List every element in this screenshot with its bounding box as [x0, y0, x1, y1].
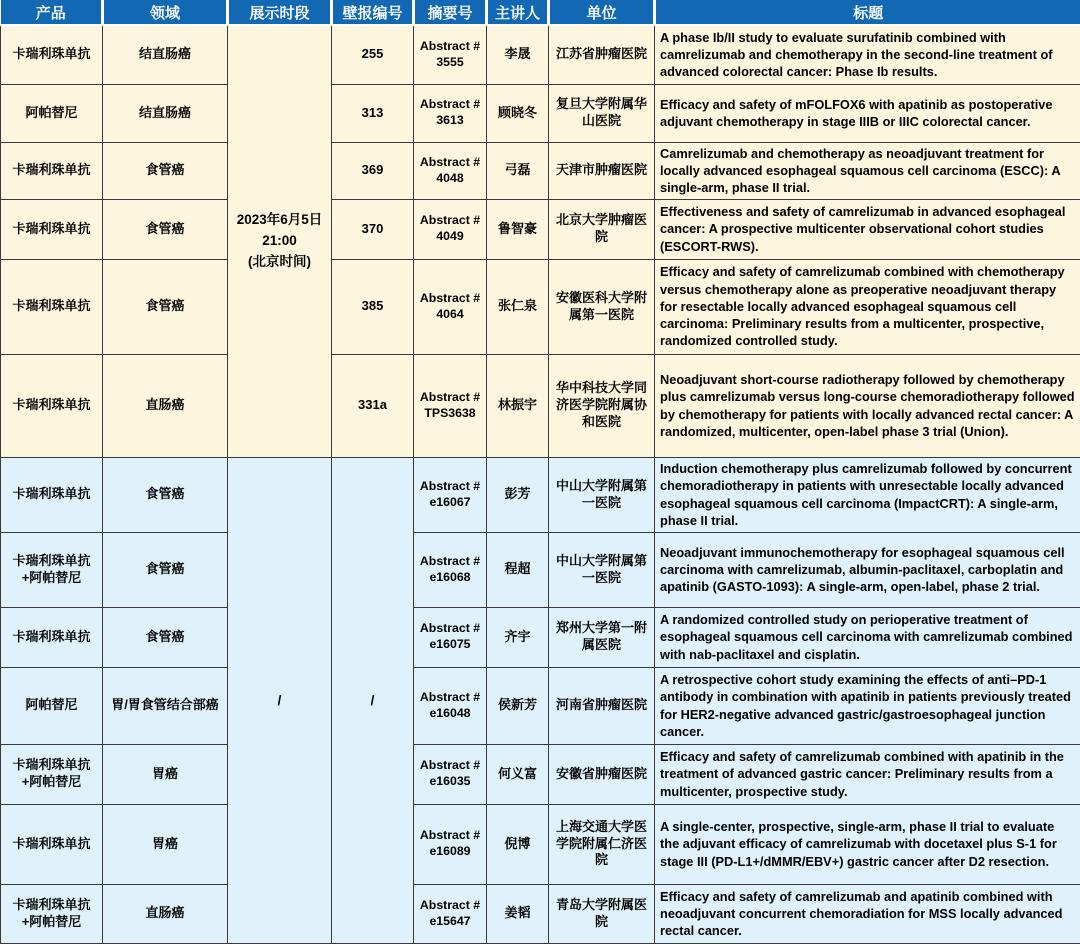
field-cell: 直肠癌: [103, 884, 228, 943]
title-cell: Effectiveness and safety of camrelizumab in advanced esophageal cancer: A prospective multicenter observational cohort studies (ESCORT-RWS).: [655, 199, 1080, 259]
speaker-cell: 李晟: [487, 25, 549, 84]
institution-cell: 青岛大学附属医院: [549, 884, 655, 943]
field-cell: 食管癌: [103, 259, 228, 354]
table-row: [1, 457, 1080, 532]
col-header-abstract-no: 摘要号: [414, 0, 487, 25]
table-row: [1, 142, 1080, 199]
field-cell: 结直肠癌: [103, 84, 228, 142]
abstract-no-cell: Abstract # 4048: [414, 142, 487, 199]
abstract-no-cell: Abstract # e16068: [414, 532, 487, 607]
title-cell: A single-center, prospective, single-arm, phase II trial to evaluate the adjuvant efficacy of camrelizumab with docetaxel plus S-1 for stage III (PD-L1+/dMMR/EBV+) gastric cancer after D2 resection.: [655, 804, 1080, 884]
speaker-cell: 何义富: [487, 744, 549, 804]
speaker-cell: 顾晓冬: [487, 84, 549, 142]
abstract-no-cell: Abstract # e15647: [414, 884, 487, 943]
institution-cell: 中山大学附属第一医院: [549, 457, 655, 532]
header-row: [1, 0, 1080, 25]
field-cell: 食管癌: [103, 532, 228, 607]
title-cell: A randomized controlled study on perioperative treatment of esophageal squamous cell carcinoma with camrelizumab combined with nab-paclitaxel and cisplatin.: [655, 607, 1080, 667]
title-cell: Efficacy and safety of mFOLFOX6 with apatinib as postoperative adjuvant chemotherapy in stage IIIB or IIIC colorectal cancer.: [655, 84, 1080, 142]
poster-no-cell: 331a: [332, 354, 414, 457]
speaker-cell: 姜韬: [487, 884, 549, 943]
institution-cell: 上海交通大学医学院附属仁济医院: [549, 804, 655, 884]
table-row: [1, 259, 1080, 354]
speaker-cell: 鲁智豪: [487, 199, 549, 259]
poster-no-cell: 370: [332, 199, 414, 259]
col-header-product: 产品: [1, 0, 103, 25]
time-date: 2023年6月5日: [236, 211, 323, 227]
speaker-cell: 程超: [487, 532, 549, 607]
institution-cell: 北京大学肿瘤医院: [549, 199, 655, 259]
field-cell: 食管癌: [103, 199, 228, 259]
product-cell: 阿帕替尼: [1, 84, 103, 142]
product-cell: 卡瑞利珠单抗: [1, 199, 103, 259]
speaker-cell: 齐宇: [487, 607, 549, 667]
timeslot-cell: /: [228, 457, 332, 943]
institution-cell: 天津市肿瘤医院: [549, 142, 655, 199]
title-cell: A retrospective cohort study examining the effects of anti–PD-1 antibody in combination with apatinib in patients previously treated for HER2-negative advanced gastric/gastroesophageal junction cancer.: [655, 667, 1080, 744]
col-header-poster-no: 壁报编号: [332, 0, 414, 25]
poster-no-cell: 369: [332, 142, 414, 199]
abstract-no-cell: Abstract # 3613: [414, 84, 487, 142]
product-cell: 阿帕替尼: [1, 667, 103, 744]
abstract-no-cell: Abstract # e16075: [414, 607, 487, 667]
field-cell: 食管癌: [103, 142, 228, 199]
title-cell: Camrelizumab and chemotherapy as neoadjuvant treatment for locally advanced esophageal squamous cell carcinoma (ESCC): A single-arm, phase II trial.: [655, 142, 1080, 199]
table-row: [1, 199, 1080, 259]
speaker-cell: 林振宇: [487, 354, 549, 457]
table-row: [1, 667, 1080, 744]
table-row: [1, 804, 1080, 884]
product-cell: 卡瑞利珠单抗+阿帕替尼: [1, 532, 103, 607]
title-cell: Induction chemotherapy plus camrelizumab followed by concurrent chemoradiotherapy in patients with unresectable locally advanced esophageal squamous cell carcinoma (ImpactCRT): A single-arm, phase II trial.: [655, 457, 1080, 532]
title-cell: Efficacy and safety of camrelizumab and apatinib combined with neoadjuvant concurrent chemoradiation for MSS locally advanced rectal cancer.: [655, 884, 1080, 943]
speaker-cell: 彭芳: [487, 457, 549, 532]
product-cell: 卡瑞利珠单抗: [1, 354, 103, 457]
abstract-no-cell: Abstract # e16089: [414, 804, 487, 884]
table-row: [1, 607, 1080, 667]
field-cell: 结直肠癌: [103, 25, 228, 84]
title-cell: A phase Ib/II study to evaluate surufatinib combined with camrelizumab and chemotherapy in the second-line treatment of advanced colorectal cancer: Phase Ib results.: [655, 25, 1080, 84]
product-cell: 卡瑞利珠单抗: [1, 25, 103, 84]
table-row: [1, 744, 1080, 804]
speaker-cell: 倪博: [487, 804, 549, 884]
field-cell: 胃/胃食管结合部癌: [103, 667, 228, 744]
poster-no-cell: 255: [332, 25, 414, 84]
col-header-speaker: 主讲人: [487, 0, 549, 25]
product-cell: 卡瑞利珠单抗: [1, 142, 103, 199]
abstract-no-cell: Abstract # 3555: [414, 25, 487, 84]
speaker-cell: 弓磊: [487, 142, 549, 199]
poster-no-cell: /: [332, 457, 414, 943]
product-cell: 卡瑞利珠单抗+阿帕替尼: [1, 884, 103, 943]
institution-cell: 河南省肿瘤医院: [549, 667, 655, 744]
title-cell: Efficacy and safety of camrelizumab combined with apatinib in the treatment of advanced gastric cancer: Preliminary results from a multicenter, prospective study.: [655, 744, 1080, 804]
speaker-cell: 张仁泉: [487, 259, 549, 354]
abstract-no-cell: Abstract # e16067: [414, 457, 487, 532]
product-cell: 卡瑞利珠单抗: [1, 607, 103, 667]
col-header-title: 标题: [655, 0, 1080, 25]
title-cell: Efficacy and safety of camrelizumab combined with chemotherapy versus chemotherapy alone as preoperative neoadjuvant therapy for resectable locally advanced esophageal squamous cell carcinoma: Preliminary results from a multicenter, prospective, randomized controlled study.: [655, 259, 1080, 354]
time-zone: (北京时间): [248, 253, 311, 269]
institution-cell: 华中科技大学同济医学院附属协和医院: [549, 354, 655, 457]
field-cell: 食管癌: [103, 457, 228, 532]
title-cell: Neoadjuvant short-course radiotherapy followed by chemotherapy plus camrelizumab versus long-course chemoradiotherapy followed by chemotherapy for patients with locally advanced rectal cancer: A randomized, multicenter, open-label phase 3 trial (Union).: [655, 354, 1080, 457]
abstract-no-cell: Abstract # TPS3638: [414, 354, 487, 457]
abstract-no-cell: Abstract # 4064: [414, 259, 487, 354]
abstract-no-cell: Abstract # e16035: [414, 744, 487, 804]
table-row: [1, 532, 1080, 607]
field-cell: 胃癌: [103, 744, 228, 804]
col-header-field: 领域: [103, 0, 228, 25]
table-row: [1, 354, 1080, 457]
institution-cell: 复旦大学附属华山医院: [549, 84, 655, 142]
field-cell: 食管癌: [103, 607, 228, 667]
product-cell: 卡瑞利珠单抗: [1, 804, 103, 884]
field-cell: 胃癌: [103, 804, 228, 884]
speaker-cell: 侯新芳: [487, 667, 549, 744]
col-header-institution: 单位: [549, 0, 655, 25]
abstract-no-cell: Abstract # 4049: [414, 199, 487, 259]
product-cell: 卡瑞利珠单抗+阿帕替尼: [1, 744, 103, 804]
field-cell: 直肠癌: [103, 354, 228, 457]
table-row: [1, 25, 1080, 84]
product-cell: 卡瑞利珠单抗: [1, 259, 103, 354]
poster-no-cell: 313: [332, 84, 414, 142]
col-header-timeslot: 展示时段: [228, 0, 332, 25]
institution-cell: 郑州大学第一附属医院: [549, 607, 655, 667]
product-cell: 卡瑞利珠单抗: [1, 457, 103, 532]
poster-no-cell: 385: [332, 259, 414, 354]
institution-cell: 安徽医科大学附属第一医院: [549, 259, 655, 354]
time-hour: 21:00: [262, 232, 297, 248]
abstract-no-cell: Abstract # e16048: [414, 667, 487, 744]
table-row: [1, 84, 1080, 142]
institution-cell: 江苏省肿瘤医院: [549, 25, 655, 84]
institution-cell: 中山大学附属第一医院: [549, 532, 655, 607]
title-cell: Neoadjuvant immunochemotherapy for esophageal squamous cell carcinoma with camrelizumab, albumin-paclitaxel, carboplatin and apatinib (GASTO-1093): A single-arm, open-label, phase 2 trial.: [655, 532, 1080, 607]
table-row: [1, 884, 1080, 943]
timeslot-cell: [228, 25, 332, 457]
institution-cell: 安徽省肿瘤医院: [549, 744, 655, 804]
